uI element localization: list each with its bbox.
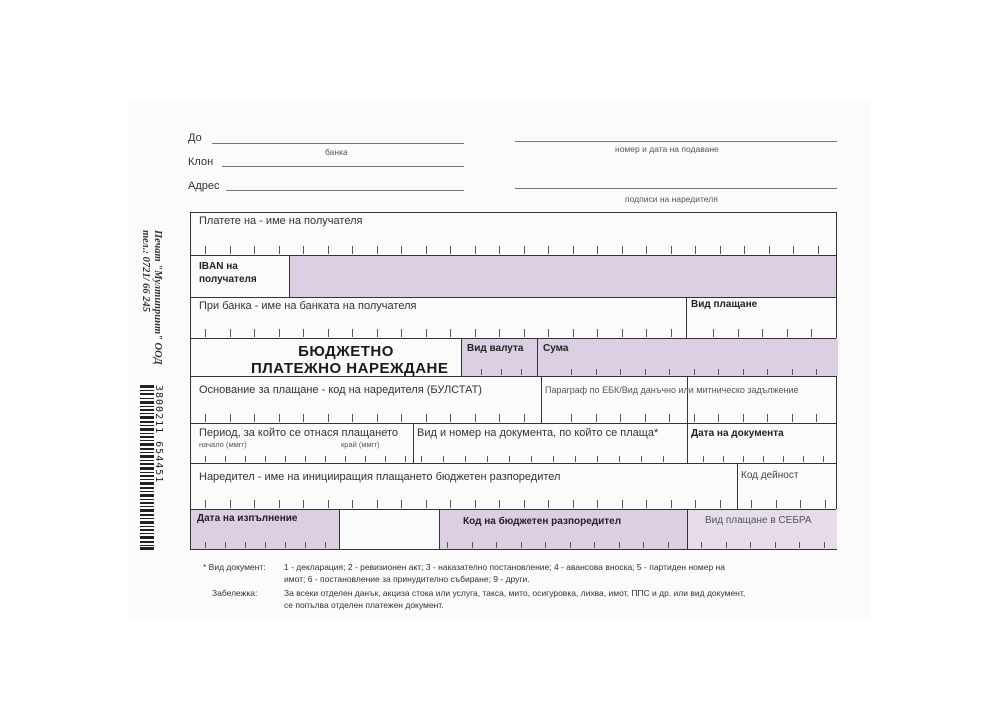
cell-tick [695,500,696,508]
cell-tick [548,500,549,508]
cell-tick [671,500,672,508]
cell-tick [501,369,502,375]
cell-tick [465,456,466,462]
cell-tick [669,414,670,422]
cell-tick [767,414,768,422]
cell-tick [426,246,427,254]
cell-tick [792,414,793,422]
doc-types-line1: 1 - декларация; 2 - ревизионен акт; 3 - наказателно постановление; 4 - авансова вноска; 5 - партиден номер на [284,562,725,572]
cell-tick [328,246,329,254]
cell-tick [663,456,664,462]
cell-tick [496,542,497,548]
cell-tick [401,414,402,422]
payment-type-cells[interactable] [691,317,831,335]
bank-of-label: При банка - име на банката на получателя [199,300,417,312]
cell-tick [646,329,647,337]
cell-tick [450,246,451,254]
cell-tick [816,369,817,375]
budget-code-label: Код на бюджетен разпоредител [463,516,622,527]
cell-tick [818,246,819,254]
cell-tick [803,456,804,462]
basis-label: Основание за плащане - код на наредителя (БУЛСТАТ) [199,384,482,396]
activity-code-label: Код дейност [741,470,799,481]
cell-tick [352,500,353,508]
cell-tick [571,369,572,375]
cell-tick [792,369,793,375]
cell-tick [596,414,597,422]
cell-tick [776,500,777,508]
cell-tick [723,456,724,462]
cell-tick [524,246,525,254]
cell-tick [641,456,642,462]
cell-tick [279,414,280,422]
cell-tick [475,329,476,337]
note-line2: се попълва отделен платежен документ. [284,600,444,610]
cell-tick [703,456,704,462]
cell-tick [575,456,576,462]
cell-tick [524,500,525,508]
cell-tick [401,246,402,254]
cell-tick [421,456,422,462]
cell-tick [783,456,784,462]
printer-phone: тел.: 0721/ 66 245 [140,230,151,312]
cell-tick [743,456,744,462]
cell-tick [328,329,329,337]
cell-tick [620,369,621,375]
cell-tick [553,456,554,462]
barcode-image [140,385,154,550]
cell-tick [279,246,280,254]
period-end-label: край (ммгг) [341,440,380,449]
cell-tick [303,329,304,337]
pay-to-label: Платете на - име на получателя [199,215,363,227]
cell-tick [718,369,719,375]
cell-tick [743,369,744,375]
cell-tick [472,542,473,548]
cell-tick [769,246,770,254]
cell-tick [475,246,476,254]
recipient-name-cells[interactable] [199,235,829,253]
cell-tick [328,414,329,422]
cell-tick [750,542,751,548]
cell-tick [744,246,745,254]
cell-tick [426,414,427,422]
cell-tick [645,369,646,375]
cell-tick [622,329,623,337]
cell-tick [531,456,532,462]
cell-tick [524,414,525,422]
cell-tick [743,414,744,422]
cell-tick [279,329,280,337]
iban-label-line1: IBAN на [199,261,238,272]
barcode-number: 3800211 654451 [153,385,164,484]
cell-tick [824,542,825,548]
cell-tick [671,246,672,254]
cell-tick [285,456,286,462]
cell-tick [205,500,206,508]
cell-tick [401,500,402,508]
cell-tick [775,542,776,548]
to-bank-line[interactable] [212,143,464,144]
cell-tick [597,500,598,508]
cell-tick [793,246,794,254]
form-title [251,343,449,377]
branch-line[interactable] [222,166,464,167]
cell-tick [352,329,353,337]
cell-tick [619,456,620,462]
blank-field[interactable] [341,513,435,547]
cell-tick [763,456,764,462]
cell-tick [345,456,346,462]
amount-label: Сума [543,343,569,354]
cell-tick [325,542,326,548]
cell-tick [230,246,231,254]
cell-tick [303,500,304,508]
cell-tick [597,246,598,254]
cell-tick [303,246,304,254]
cell-tick [279,500,280,508]
cell-tick [713,329,714,337]
cell-tick [285,542,286,548]
doc-types-line2: имот; 6 - постановление за принудително събиране; 9 - други. [284,574,530,584]
cell-tick [816,414,817,422]
cell-tick [521,542,522,548]
sebra-label: Вид плащане в СЕБРА [705,515,812,526]
cell-tick [499,329,500,337]
cell-tick [245,542,246,548]
cell-tick [245,456,246,462]
cell-tick [619,542,620,548]
cell-tick [265,456,266,462]
amount-cells[interactable] [543,359,833,374]
cell-tick [325,456,326,462]
cell-tick [205,246,206,254]
cell-tick [303,414,304,422]
cell-tick [352,246,353,254]
cell-tick [671,329,672,337]
cell-tick [205,456,206,462]
cell-tick [825,500,826,508]
recipient-bank-cells[interactable] [199,317,679,335]
cell-tick [726,542,727,548]
cell-tick [545,542,546,548]
cell-tick [328,500,329,508]
payment-form [190,212,837,550]
cell-tick [622,500,623,508]
currency-cells[interactable] [467,359,533,374]
cell-tick [646,500,647,508]
cell-tick [225,456,226,462]
cell-tick [800,500,801,508]
cell-tick [720,246,721,254]
cell-tick [205,542,206,548]
cell-tick [823,456,824,462]
cell-tick [377,246,378,254]
cell-tick [668,542,669,548]
cell-tick [205,329,206,337]
document-number-cells[interactable] [417,447,683,461]
cell-tick [254,246,255,254]
cell-tick [718,414,719,422]
cell-tick [596,369,597,375]
iban-label-line2: получателя [199,274,257,285]
branch-label: Клон [188,156,214,168]
cell-tick [620,414,621,422]
cell-tick [694,414,695,422]
note-label: Забележка: [212,588,258,598]
printer-name: Печат "Мултипринт" ООД [152,230,163,365]
cell-tick [447,542,448,548]
document-date-cells[interactable] [691,447,831,461]
paragraph-cells[interactable] [545,403,831,421]
cell-tick [521,369,522,375]
orderer-label: Наредител - име на иницииращия плащането бюджетен разпоредител [199,471,561,483]
address-line[interactable] [226,190,464,191]
cell-tick [365,456,366,462]
cell-tick [405,456,406,462]
cell-tick [254,500,255,508]
cell-tick [475,414,476,422]
cell-tick [701,542,702,548]
cell-tick [352,414,353,422]
cell-tick [720,500,721,508]
cell-tick [499,246,500,254]
cell-tick [573,500,574,508]
printer-side-text [139,230,163,365]
doc-type-footnote-label: * Вид документ: [203,562,266,572]
cell-tick [377,414,378,422]
execution-date-cells[interactable] [197,529,335,547]
cell-tick [762,329,763,337]
period-label: Период, за който се отнася плащането [199,427,399,439]
cell-tick [643,542,644,548]
execution-date-label: Дата на изпълнение [197,513,298,524]
cell-tick [426,329,427,337]
doc-type-label: Вид и номер на документа, по който се плаща* [417,427,659,439]
cell-tick [265,542,266,548]
cell-tick [481,369,482,375]
cell-tick [573,246,574,254]
budget-code-cells[interactable] [443,531,683,547]
cell-tick [570,542,571,548]
cell-tick [787,329,788,337]
cell-tick [377,500,378,508]
currency-label: Вид валута [467,343,524,354]
cell-tick [646,246,647,254]
cell-tick [548,329,549,337]
form-title-line2: ПЛАТЕЖНО НАРЕЖДАНЕ [251,360,449,377]
cell-tick [694,369,695,375]
cell-tick [524,329,525,337]
cell-tick [499,500,500,508]
cell-tick [377,329,378,337]
doc-date-label: Дата на документа [691,428,784,439]
period-cells[interactable] [199,447,409,461]
iban-shaded-field[interactable] [289,255,836,297]
cell-tick [571,414,572,422]
cell-tick [622,246,623,254]
cell-tick [669,369,670,375]
cell-tick [401,329,402,337]
address-label: Адрес [188,180,220,192]
activity-code-cells[interactable] [741,488,831,506]
bulstat-cells[interactable] [199,403,535,421]
cell-tick [645,414,646,422]
cell-tick [487,456,488,462]
cell-tick [426,500,427,508]
cell-tick [450,500,451,508]
bank-caption: банка [325,147,348,157]
cell-tick [499,414,500,422]
paragraph-label: Параграф по ЕБК/Вид данъчно или митническо задължение [545,385,799,395]
cell-tick [573,329,574,337]
cell-tick [597,329,598,337]
cell-tick [799,542,800,548]
cell-tick [305,456,306,462]
cell-tick [475,500,476,508]
cell-tick [548,246,549,254]
cell-tick [230,500,231,508]
cell-tick [695,246,696,254]
sebra-cells[interactable] [691,531,831,547]
signatures-caption: подписи на наредителя [625,194,718,204]
cell-tick [767,369,768,375]
cell-tick [205,414,206,422]
number-date-caption: номер и дата на подаване [615,144,719,154]
number-date-line[interactable] [515,141,837,142]
cell-tick [594,542,595,548]
signatures-line[interactable] [515,188,837,189]
cell-tick [254,329,255,337]
cell-tick [443,456,444,462]
cell-tick [225,542,226,548]
cell-tick [385,456,386,462]
cell-tick [450,414,451,422]
note-line1: За всеки отделен данък, акциза стока или услуга, такса, мито, осигуровка, лихва, имот, ППС и др. или вид документ, [284,588,746,598]
cell-tick [254,414,255,422]
cell-tick [751,500,752,508]
cell-tick [738,329,739,337]
to-label: До [188,132,202,144]
period-start-label: начало (ммгг) [199,440,247,449]
cell-tick [811,329,812,337]
cell-tick [597,456,598,462]
cell-tick [450,329,451,337]
form-title-line1: БЮДЖЕТНО [298,343,394,360]
cell-tick [509,456,510,462]
cell-tick [230,329,231,337]
cell-tick [230,414,231,422]
cell-tick [305,542,306,548]
payment-type-label: Вид плащане [691,299,758,310]
